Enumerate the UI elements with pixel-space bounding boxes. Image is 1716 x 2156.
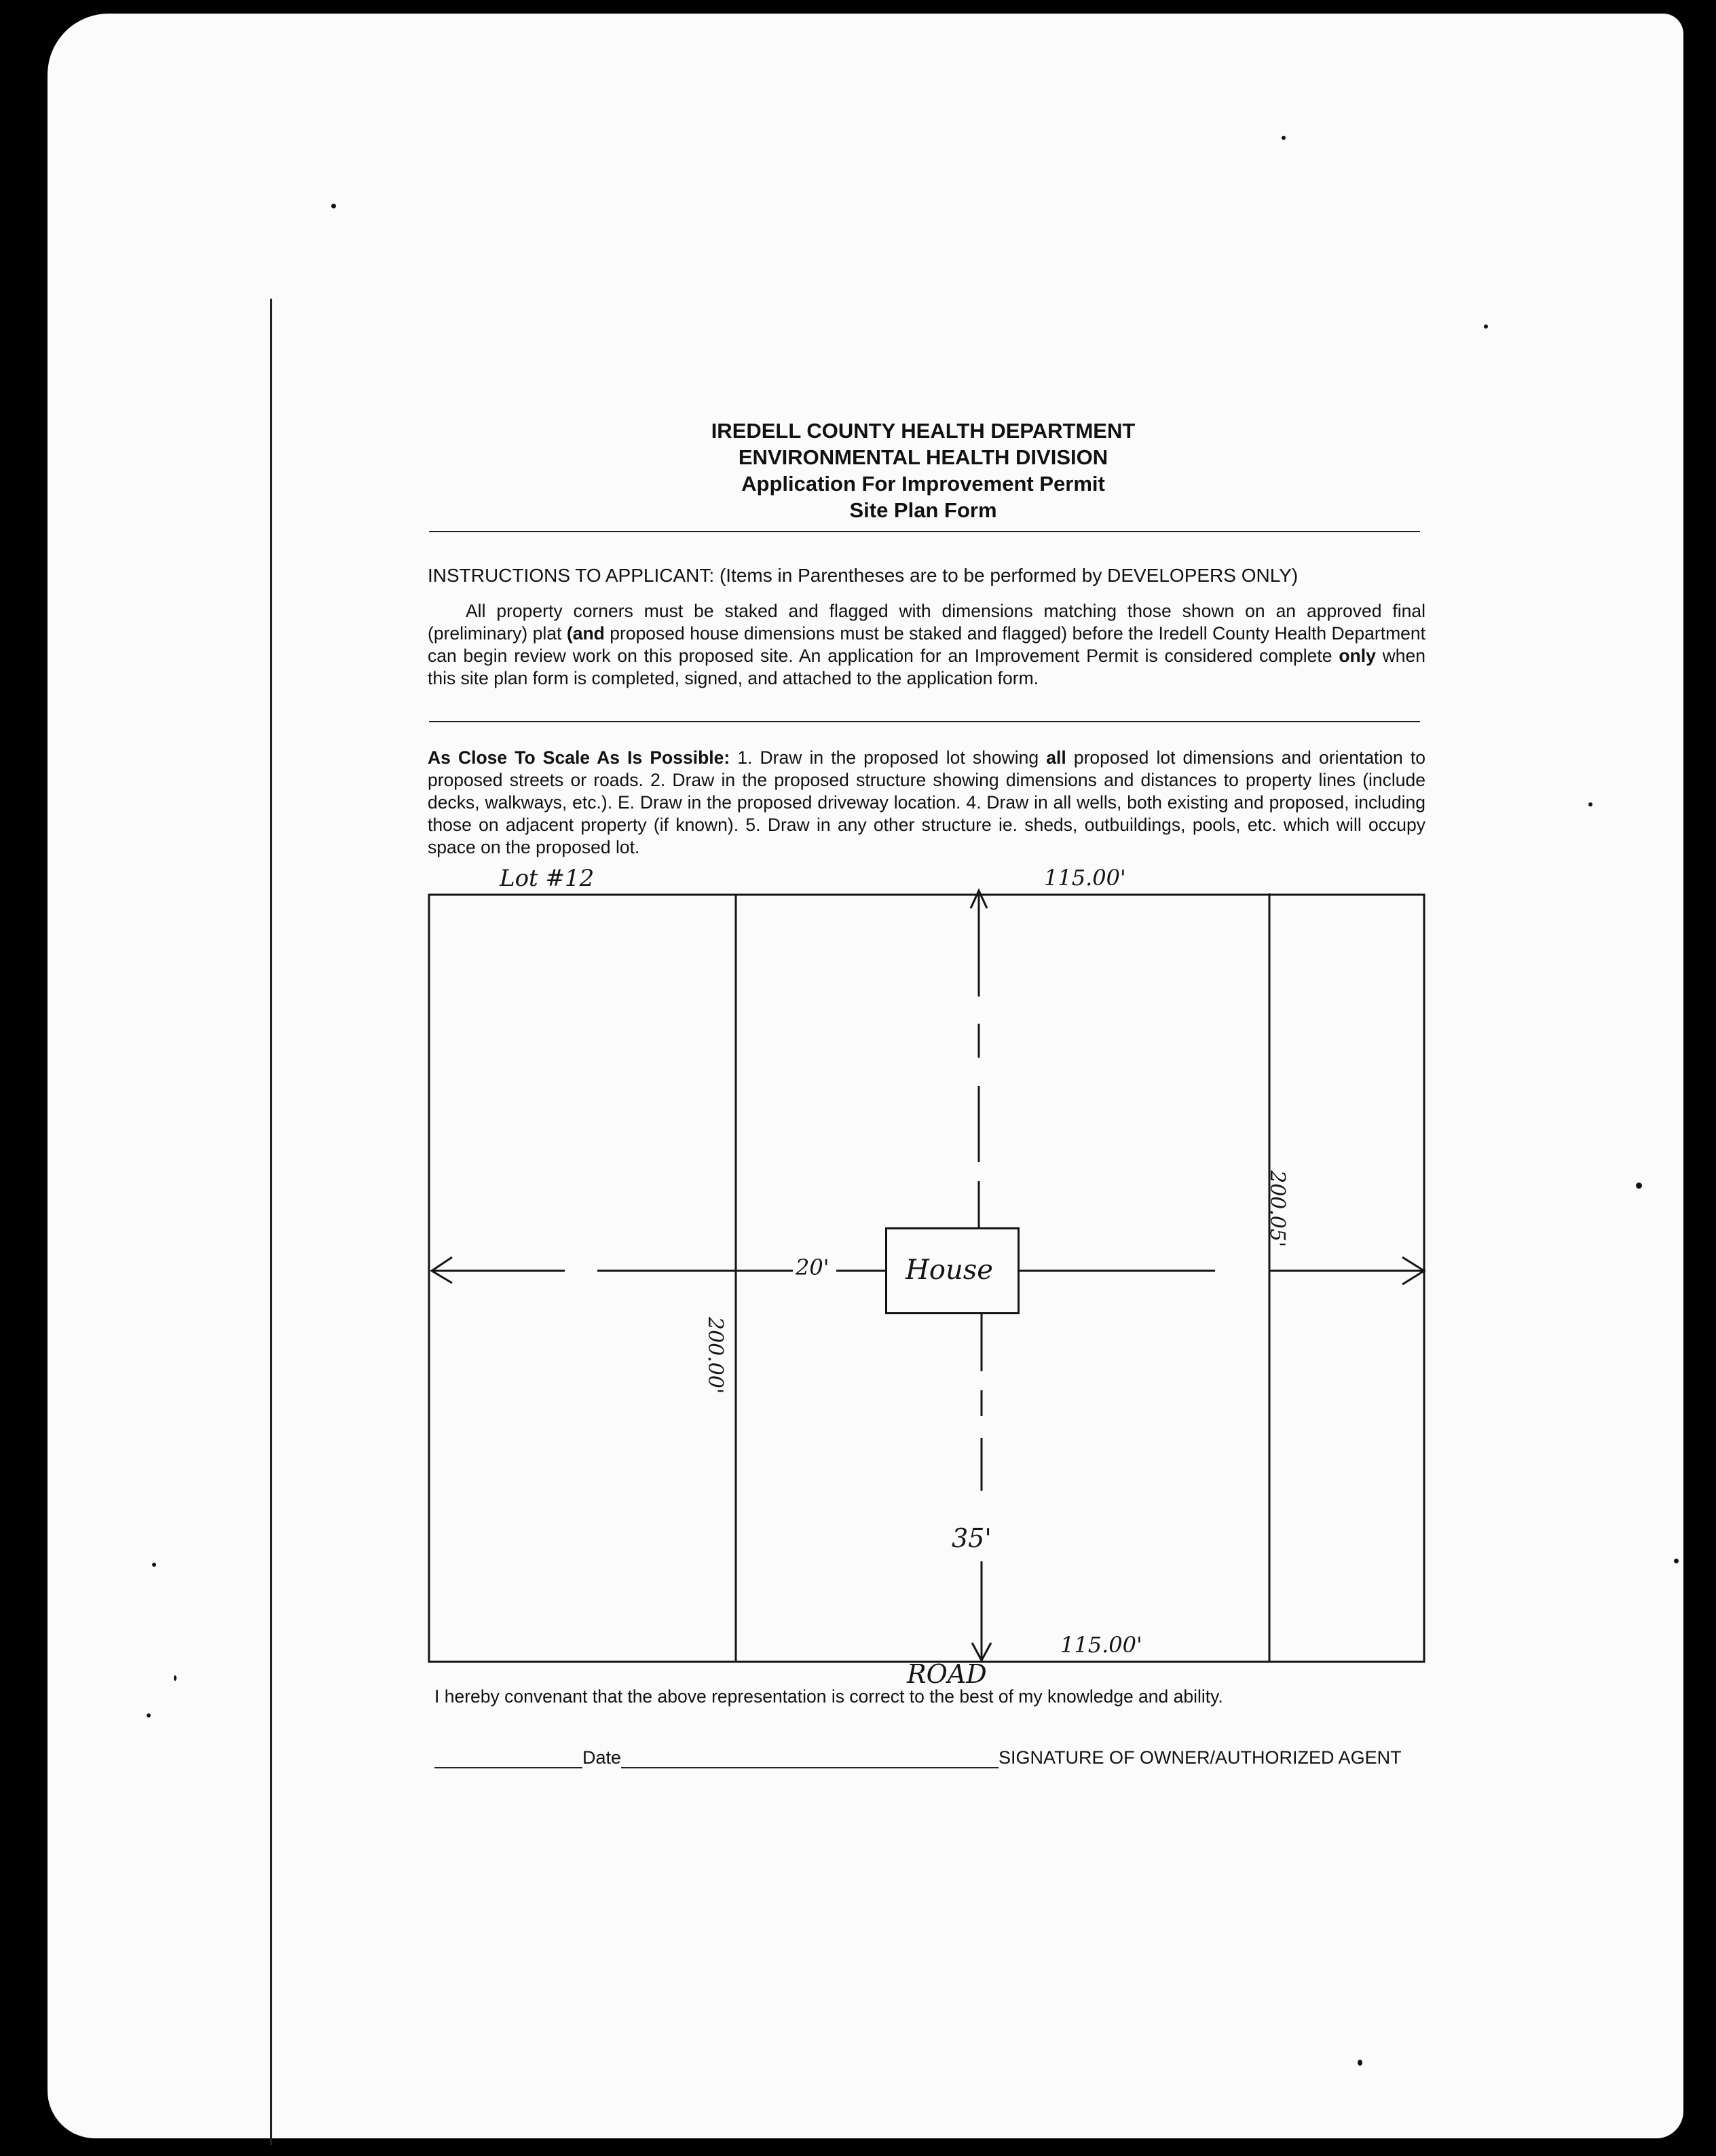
signature-blank[interactable] [621,1749,999,1768]
front-setback-dimension: 35' [952,1523,992,1553]
signature-row [434,1747,1432,1768]
instructions-title: INSTRUCTIONS TO APPLICANT: (Items in Parentheses are to be performed by DEVELOPERS ONLY) [428,565,1299,586]
instructions-text-a: All property corners must be staked and flagged with dimensions matching those shown on an approved final (preliminary) plat [428,601,1425,644]
instructions-text-c: proposed house dimensions must be staked and flagged) before the Iredell County Health Department can begin review work on this proposed site. An application for an Improvement Permit is considered complete [428,623,1425,666]
scale-text-c: proposed lot dimensions and orientation to proposed streets or roads. 2. Draw in the proposed structure showing dimensions and distances to property lines (include decks, walkways, etc.). E. Draw in the proposed driveway location. 4. Draw in all wells, both existing and proposed, including those on adjacent property (if known). 5. Draw in any other structure ie. sheds, outbuildings, pools, etc. which will occupy space on the proposed lot. [428,747,1426,857]
instructions-text-d: only [1339,646,1376,666]
date-label: Date [582,1747,622,1768]
scale-text-a: 1. Draw in the proposed lot showing [730,747,1047,768]
signature-label: SIGNATURE OF OWNER/AUTHORIZED AGENT [999,1747,1402,1768]
header-division: ENVIRONMENTAL HEALTH DIVISION [738,445,1108,469]
top-width-dimension: 115.00' [1044,865,1126,891]
certification-statement: I hereby convenant that the above representation is correct to the best of my knowledge and ability. [434,1686,1223,1707]
road-label: ROAD [907,1659,987,1689]
header-form-name: Site Plan Form [849,498,997,522]
instructions-text-e: when this site plan form is completed, signed, and attached to the application form. [428,646,1425,688]
left-depth-dimension: 200.00' [703,1317,727,1394]
scale-text-b: all [1046,747,1066,768]
header-agency: IREDELL COUNTY HEALTH DEPARTMENT [711,419,1136,443]
right-depth-dimension: 200.05' [1265,1170,1289,1248]
lot-number-label: Lot #12 [500,865,595,892]
side-setback-dimension: 20' [796,1254,829,1280]
scale-lead: As Close To Scale As Is Possible: [428,747,730,768]
header-application: Application For Improvement Permit [741,472,1105,496]
date-blank[interactable] [434,1749,582,1768]
instructions-text-b: (and [566,623,605,644]
house-label: House [906,1254,993,1286]
bottom-width-dimension: 115.00' [1060,1632,1142,1658]
